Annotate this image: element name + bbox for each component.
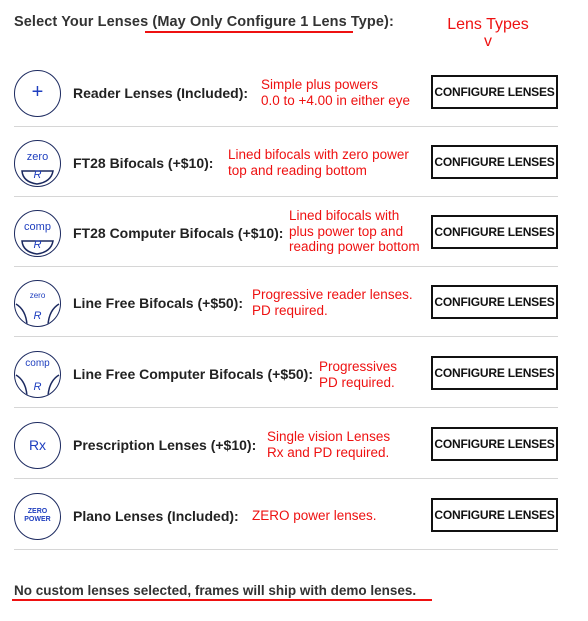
lens-name: Prescription Lenses (+$10): bbox=[73, 437, 257, 453]
lens-description bbox=[319, 359, 397, 390]
desc-line: 0.0 to +4.00 in either eye bbox=[261, 92, 410, 108]
icon-sublabel: POWER bbox=[24, 516, 51, 523]
lens-row-reader bbox=[14, 57, 558, 127]
lens-description bbox=[252, 508, 377, 524]
desc-line: top and reading bottom bbox=[228, 162, 367, 178]
lens-row-prescription bbox=[14, 409, 558, 479]
icon-label: comp bbox=[24, 221, 51, 233]
lens-name: Line Free Bifocals (+$50): bbox=[73, 295, 244, 311]
title-suffix: ): bbox=[384, 14, 394, 30]
configure-line-free-button[interactable]: CONFIGURE LENSES bbox=[431, 285, 558, 319]
lens-types-annotation bbox=[446, 16, 530, 50]
zero-power-icon bbox=[14, 493, 61, 540]
annotation-arrow: v bbox=[484, 33, 492, 50]
lens-row-line-free bbox=[14, 267, 558, 337]
icon-sublabel: R bbox=[33, 169, 42, 181]
lens-description bbox=[252, 287, 413, 318]
title-underline-annotation bbox=[145, 31, 353, 33]
rx-icon bbox=[14, 422, 61, 469]
title-highlight: May Only Configure 1 Lens Type bbox=[157, 14, 385, 30]
lens-description bbox=[289, 208, 420, 255]
annotation-line-1: Lens Types bbox=[447, 16, 529, 33]
desc-line: ZERO power lenses. bbox=[252, 508, 377, 523]
configure-reader-button[interactable]: CONFIGURE LENSES bbox=[431, 75, 558, 109]
desc-line: Simple plus powers bbox=[261, 77, 379, 92]
progressive-zero-icon bbox=[14, 280, 61, 327]
progressive-comp-icon bbox=[14, 351, 61, 398]
icon-label: zero bbox=[26, 151, 49, 163]
row-divider bbox=[14, 549, 558, 550]
desc-line: Single vision Lenses bbox=[267, 429, 391, 444]
icon-label: comp bbox=[25, 358, 50, 369]
configure-line-free-computer-button[interactable]: CONFIGURE LENSES bbox=[431, 356, 558, 390]
icon-label: Rx bbox=[28, 437, 47, 453]
lens-row-line-free-computer bbox=[14, 338, 558, 408]
row-divider bbox=[14, 407, 558, 408]
page-title bbox=[14, 14, 394, 30]
lens-name: Plano Lenses (Included): bbox=[73, 508, 239, 524]
lens-description bbox=[261, 77, 410, 108]
icon-label: zero bbox=[29, 291, 46, 300]
selection-status: No custom lenses selected, frames will ship with demo lenses. bbox=[14, 583, 417, 598]
desc-line: PD required. bbox=[252, 302, 328, 318]
lens-description bbox=[228, 147, 409, 178]
configure-ft28-button[interactable]: CONFIGURE LENSES bbox=[431, 145, 558, 179]
icon-label: ZERO bbox=[27, 508, 48, 515]
desc-line: PD required. bbox=[319, 374, 395, 390]
icon-sublabel: R bbox=[33, 239, 42, 251]
lens-row-plano bbox=[14, 480, 558, 550]
lens-name: Line Free Computer Bifocals (+$50): bbox=[73, 366, 314, 382]
icon-sublabel: R bbox=[33, 381, 42, 393]
desc-line: Lined bifocals with bbox=[289, 208, 400, 223]
lens-row-ft28-computer bbox=[14, 197, 558, 267]
lens-name: FT28 Bifocals (+$10): bbox=[73, 155, 214, 171]
icon-label: + bbox=[31, 81, 44, 103]
lens-row-ft28 bbox=[14, 127, 558, 197]
desc-line: plus power top and bbox=[289, 223, 404, 239]
configure-plano-button[interactable]: CONFIGURE LENSES bbox=[431, 498, 558, 532]
plus-icon bbox=[14, 70, 61, 117]
configure-ft28-computer-button[interactable]: CONFIGURE LENSES bbox=[431, 215, 558, 249]
configure-prescription-button[interactable]: CONFIGURE LENSES bbox=[431, 427, 558, 461]
bifocal-comp-icon bbox=[14, 210, 61, 257]
status-underline-annotation bbox=[12, 599, 432, 601]
icon-sublabel: R bbox=[33, 310, 42, 322]
lens-name: Reader Lenses (Included): bbox=[73, 85, 249, 101]
bifocal-zero-icon bbox=[14, 140, 61, 187]
row-divider bbox=[14, 478, 558, 479]
title-prefix: Select Your Lenses ( bbox=[14, 14, 158, 30]
row-divider bbox=[14, 336, 558, 337]
desc-line: Progressives bbox=[319, 359, 398, 374]
desc-line: Rx and PD required. bbox=[267, 444, 390, 460]
desc-line: Progressive reader lenses. bbox=[252, 287, 413, 302]
lens-name: FT28 Computer Bifocals (+$10): bbox=[73, 225, 284, 241]
lens-description bbox=[267, 429, 390, 460]
desc-line: reading power bottom bbox=[289, 239, 420, 254]
desc-line: Lined bifocals with zero power bbox=[228, 147, 409, 162]
